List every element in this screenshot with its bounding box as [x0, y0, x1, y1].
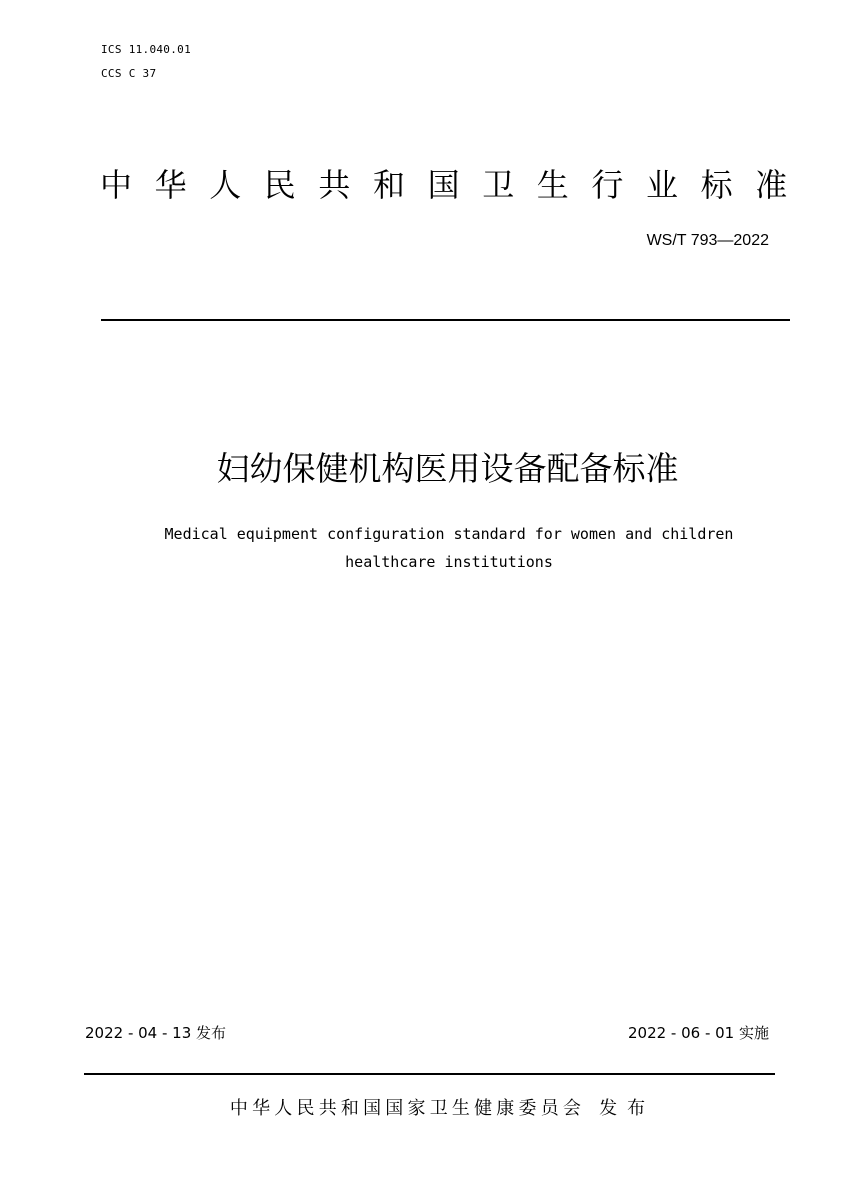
standard-number: WS/T 793—2022 — [646, 232, 769, 249]
publish-verb: 发布 — [599, 1098, 656, 1119]
document-title-en-line2: healthcare institutions — [345, 553, 553, 571]
document-title-en — [0, 520, 850, 576]
document-title-en-line1: Medical equipment configuration standard for women and children — [164, 525, 734, 543]
ics-code: ICS 11.040.01 — [101, 43, 191, 56]
publisher-name: 中华人民共和国国家卫生健康委员会 — [229, 1098, 586, 1119]
document-title-zh: 妇幼保健机构医用设备配备标准 — [216, 449, 679, 488]
issue-date: 2022 - 04 - 13 发布 — [85, 1024, 227, 1042]
implementation-date: 2022 - 06 - 01 实施 — [627, 1024, 769, 1042]
bottom-divider — [84, 1073, 775, 1075]
standard-category-title: 中华人民共和国卫生行业标准 — [100, 166, 810, 204]
ccs-code: CCS C 37 — [101, 67, 157, 80]
publisher-line — [0, 1096, 850, 1122]
top-divider — [101, 319, 790, 321]
